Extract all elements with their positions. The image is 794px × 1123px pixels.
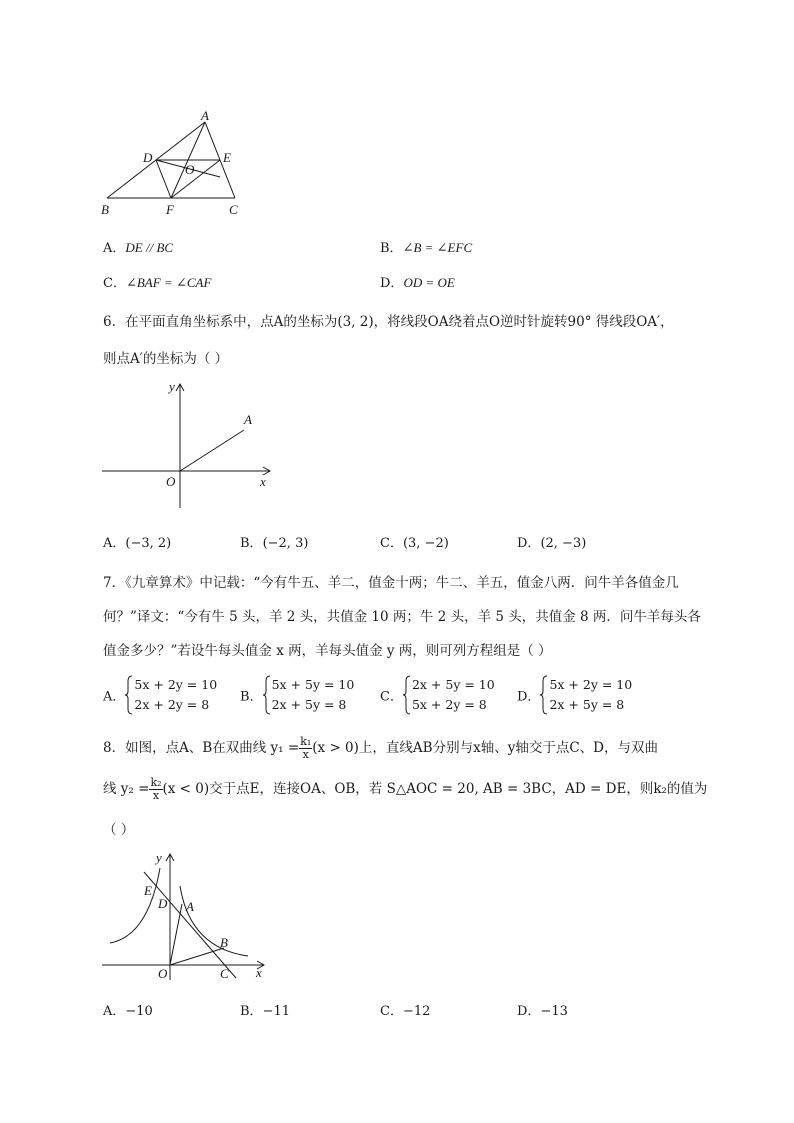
- q6-option-b: B．(−2, 3): [240, 536, 309, 551]
- point-E-label: E: [144, 883, 152, 898]
- q8-stem-line2: 线 y₂ = $\frac{\text{k₂}}{x}$ (x < 0)交于点E，连接OA、OB，若 S△AOC = 20, AB = 3BC，AD = DE，则k₂的值为: [103, 776, 708, 802]
- q8-stem-line3: （ ）: [103, 822, 135, 838]
- point-D-label: D: [158, 896, 168, 911]
- q5-option-c: C．∠BAF = ∠CAF: [103, 275, 212, 291]
- axis-x-label: x: [260, 474, 266, 489]
- q5-option-b: B．∠B = ∠EFC: [380, 240, 473, 256]
- axis-x-label: x: [256, 965, 262, 980]
- q5-option-d: D．OD = OE: [380, 275, 455, 291]
- label-B: B: [101, 202, 109, 217]
- q6-option-d: D．(2, −3): [517, 536, 587, 551]
- origin-label: O: [166, 474, 176, 489]
- point-C-label: C: [220, 966, 229, 981]
- q6-option-c: C．(3, −2): [380, 536, 449, 551]
- q7-stem-line2: 何？”译文：“今有牛 5 头，羊 2 头，共值金 10 两；牛 2 头，羊 5 头，共值金 8 两．问牛羊每头各: [103, 609, 701, 625]
- label-A: A: [201, 108, 209, 123]
- origin-label: O: [158, 966, 168, 981]
- q5-option-a: A．DE // BC: [103, 240, 174, 256]
- q6-option-a: A．(−3, 2): [103, 536, 172, 551]
- q7-stem-line1: 7．《九章算术》中记载：“今有牛五、羊二，值金十两；牛二、羊五，值金八两．问牛羊各值金几: [103, 575, 679, 591]
- label-C: C: [229, 202, 238, 217]
- q6-stem-line2: 则点A′的坐标为（ ）: [103, 351, 229, 367]
- q8-option-b: B．−11: [240, 1004, 290, 1019]
- triangle-figure: [95, 108, 265, 218]
- axis-y-label: y: [169, 379, 175, 394]
- coordinate-figure: [98, 378, 278, 513]
- label-E: E: [223, 150, 231, 165]
- q8-stem-line1: 8．如图，点A、B在双曲线 y₁ = $\frac{\text{k₁}}{x}$ (x > 0)上，直线AB分别与x轴、y轴交于点C、D，与双曲: [103, 735, 658, 761]
- q7-option-b: B． 5x + 5y = 10 2x + 5y = 8: [240, 677, 355, 712]
- q8-option-a: A．−10: [103, 1004, 153, 1019]
- q7-option-a: A． 5x + 2y = 10 2x + 2y = 8: [103, 677, 218, 712]
- q6-stem-line1: 6．在平面直角坐标系中，点A的坐标为(3, 2)，将线段OA绕着点O逆时针旋转90° 得线段OA′，: [103, 314, 674, 330]
- q7-stem-line3: 值金多少？”若设牛每头值金 x 两，羊每头值金 y 两，则可列方程组是（ ）: [103, 643, 552, 659]
- q8-option-c: C．−12: [380, 1004, 431, 1019]
- point-B-label: B: [220, 935, 228, 950]
- axis-y-label: y: [156, 850, 162, 865]
- label-O: O: [185, 162, 195, 177]
- hyperbola-figure: [98, 848, 273, 983]
- q7-option-c: C． 2x + 5y = 10 5x + 2y = 8: [380, 677, 495, 712]
- point-A-label: A: [244, 412, 252, 427]
- q7-option-d: D． 5x + 2y = 10 2x + 5y = 8: [517, 677, 633, 712]
- label-D: D: [143, 150, 153, 165]
- point-A-label: A: [186, 899, 194, 914]
- q8-option-d: D．−13: [517, 1004, 568, 1019]
- label-F: F: [166, 202, 174, 217]
